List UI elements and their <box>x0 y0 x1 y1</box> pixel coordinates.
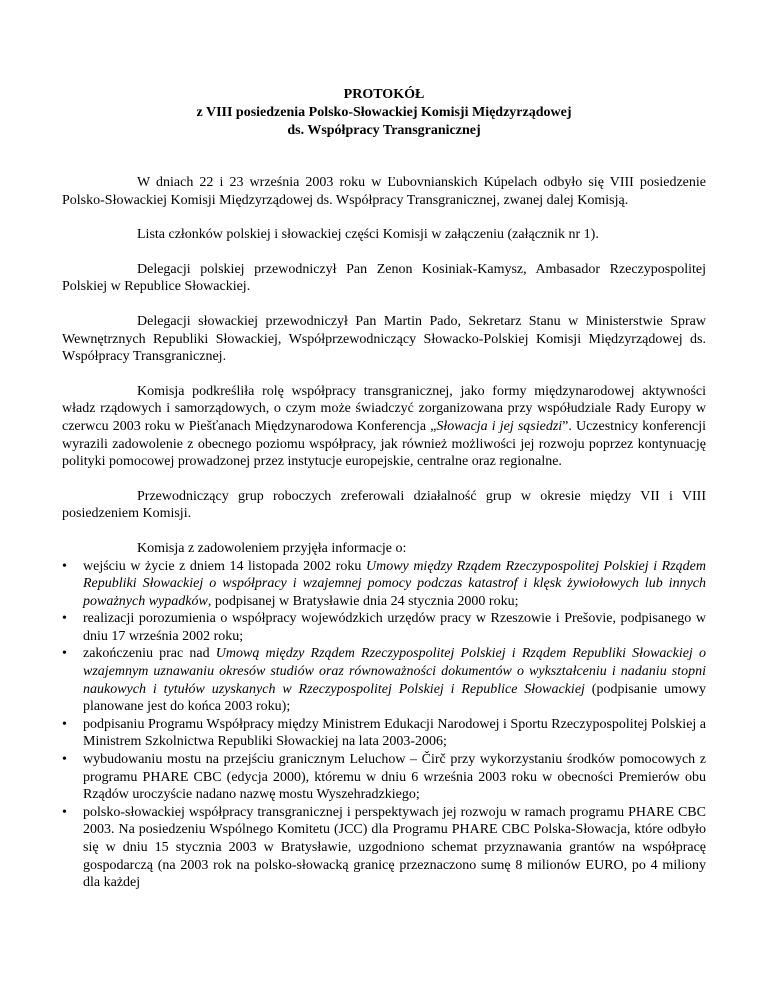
paragraph-slovak-delegation: Delegacji słowackiej przewodniczył Pan Martin Pado, Sekretarz Stanu w Ministerstwie Spraw Wewnętrznych Republiki Słowackiej, Współprzewodniczący Słowacko-Polskiej Komisji Międzyrządowej ds. Współpracy Transgranicznej. <box>62 313 706 365</box>
list-item <box>62 645 706 715</box>
agreement-title: Umową między Rządem Rzeczypospolitej Polskiej i Rządem Republiki Słowackiej o wzajemnym uznawaniu okresów studiów oraz równoważności dokumentów o wykształceniu i nadaniu stopni naukowych i tytułów uzyskanych w Rzeczypospolitej Polskiej i Republice Słowackiej <box>83 646 706 697</box>
agreement-title: Umowy między Rządem Rzeczypospolitej Polskiej i Rządem Republiki Słowackiej o współpracy i wzajemnej pomocy podczas katastrof i klęsk żywiołowych lub innych poważnych wypadków <box>83 558 706 609</box>
list-item: • wybudowaniu mostu na przejściu granicznym Leluchow – Čirč przy wykorzystaniu środków pomocowych z programu PHARE CBC (edycja 2000), któremu w dniu 6 września 2003 roku w obecności Premierów obu Rządów uroczyście nadano nazwę mostu Wyszehradzkiego; <box>62 751 706 804</box>
paragraph-polish-delegation: Delegacji polskiej przewodniczył Pan Zenon Kosiniak-Kamysz, Ambasador Rzeczypospolitej Polskiej w Republice Słowackiej. <box>62 261 706 295</box>
paragraph-text: Komisja podkreśliła rolę współpracy transgranicznej, jako formy międzynarodowej aktywności władz rządowych i samorządowych, o czym może świadczyć zorganizowana przy współudziale Rady Europy w czerwcu 2003 roku w Piešťanach Międzynarodowa Konferencja „ <box>62 383 706 434</box>
title-line-3: ds. Współpracy Transgranicznej <box>287 123 481 138</box>
conference-name: Słowacja i jej sąsiedzi <box>436 418 563 434</box>
list-item-text: (podpisanie umowy planowane jest do końca 2003 roku); <box>83 681 706 715</box>
paragraph-text: ”. Uczestnicy konferencji wyrazili zadowolenie z obecnego poziomu współpracy, jak również możliwości jej rozwoju poprzez kontynuację polityki pomocowej prowadzonej przez instytucje europejskie, centralne oraz regionalne. <box>62 418 706 470</box>
document-title <box>62 86 706 140</box>
paragraph-meeting-info: W dniach 22 i 23 września 2003 roku w Ľubovnianskich Kúpelach odbyło się VIII posiedzenie Polsko-Słowackiej Komisji Międzyrządowej ds. Współpracy Transgranicznej, zwanej dalej Komisją. <box>62 175 706 208</box>
list-item: • realizacji porozumienia o współpracy wojewódzkich urzędów pracy w Rzeszowie i Prešovie, podpisanego w dniu 17 września 2002 roku; <box>62 610 706 645</box>
title-line-1: PROTOKÓŁ <box>343 87 425 102</box>
list-item-text: wejściu w życie z dniem 14 listopada 2002 roku <box>83 558 366 574</box>
information-list <box>62 558 706 892</box>
list-item <box>62 558 706 611</box>
list-item-text: , podpisanej w Bratysławie dnia 24 stycznia 2000 roku; <box>207 593 519 609</box>
list-item: • podpisaniu Programu Współpracy między Ministrem Edukacji Narodowej i Sportu Rzeczypospolitej Polskiej a Ministrem Szkolnictwa Republiki Słowackiej na lata 2003-2006; <box>62 716 706 751</box>
paragraph-list-intro: Komisja z zadowoleniem przyjęła informacje o: <box>137 540 407 556</box>
title-line-2: z VIII posiedzenia Polsko-Słowackiej Komisji Międzyrządowej <box>196 105 572 120</box>
list-item: • polsko-słowackiej współpracy transgranicznej i perspektywach jej rozwoju w ramach programu PHARE CBC 2003. Na posiedzeniu Wspólnego Komitetu (JCC) dla Programu PHARE CBC Polska-Słowacja, które odbyło się w dniu 15 stycznia 2003 w Bratysławie, uzgodniono schemat przyznawania grantów na współpracę gospodarczą (na 2003 rok na polsko-słowacką granicę przeznaczono sumę 8 milionów EURO, po 4 miliony dla każdej <box>62 804 706 892</box>
paragraph-working-groups: Przewodniczący grup roboczych zreferowali działalność grup w okresie między VII i VIII posiedzeniem Komisji. <box>62 488 706 522</box>
list-item-text: zakończeniu prac nad <box>83 646 216 662</box>
paragraph-members-list: Lista członków polskiej i słowackiej części Komisji w załączeniu (załącznik nr 1). <box>137 227 599 243</box>
paragraph-cooperation-role <box>62 383 706 471</box>
